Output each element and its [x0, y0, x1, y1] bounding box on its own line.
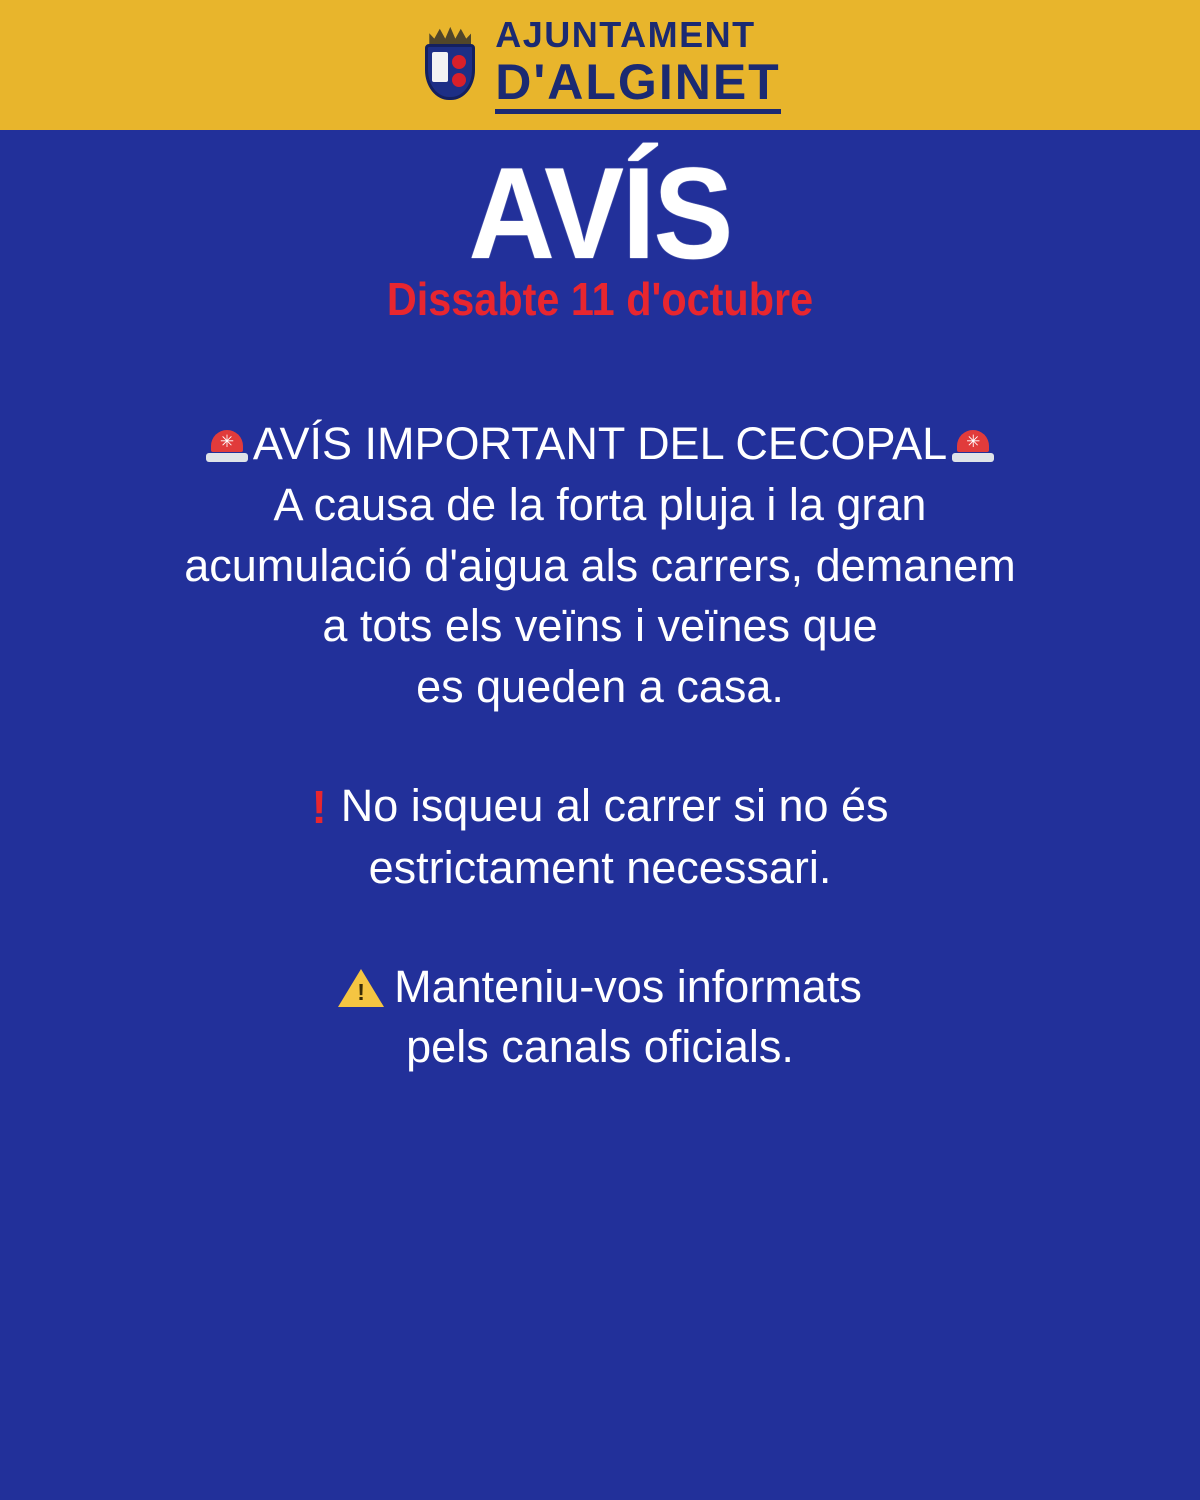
spacer-1 — [56, 718, 1144, 776]
notice-paragraph-line-4: es queden a casa. — [416, 661, 784, 712]
warning-two-line-2: pels canals oficials. — [406, 1021, 794, 1073]
spacer-2 — [56, 899, 1144, 957]
warning-two-line-1: Manteniu-vos informats — [394, 960, 862, 1012]
page-subtitle: Dissabte 11 d'octubre — [386, 273, 814, 325]
notice-headline-row — [56, 414, 1144, 475]
police-car-light-icon-left: ✳ — [205, 424, 249, 464]
organization-wordmark — [495, 13, 781, 114]
notice-headline-text: AVÍS IMPORTANT DEL CECOPAL — [252, 418, 948, 469]
organization-line2: D'ALGINET — [495, 57, 780, 114]
warning-triangle-icon: ! — [338, 967, 384, 1007]
warning-one-line-1: No isqueu al carrer si no és — [340, 780, 889, 832]
notice-body — [0, 414, 1200, 1500]
exclamation-mark-icon: ! — [311, 780, 327, 833]
warning-one-row — [56, 776, 1144, 838]
notice-paragraph-line-1: A causa de la forta pluja i la gran — [273, 478, 927, 530]
page-title: AVÍS — [468, 140, 732, 286]
coat-of-arms-icon — [419, 22, 481, 108]
header-band — [0, 0, 1200, 130]
warning-two-row — [56, 957, 1144, 1018]
warning-one-line-2: estrictament necessari. — [368, 841, 832, 893]
organization-logo — [419, 13, 781, 114]
notice-paragraph-line-3: a tots els veïns i veïnes que — [322, 600, 878, 652]
crown-shape — [429, 26, 471, 44]
shield-shape — [425, 44, 475, 100]
organization-line1: AJUNTAMENT — [495, 13, 756, 55]
title-block — [0, 140, 1200, 326]
police-car-light-icon-right: ✳ — [951, 424, 995, 464]
notice-paragraph-line-2: acumulació d'aigua als carrers, demanem — [184, 539, 1016, 591]
